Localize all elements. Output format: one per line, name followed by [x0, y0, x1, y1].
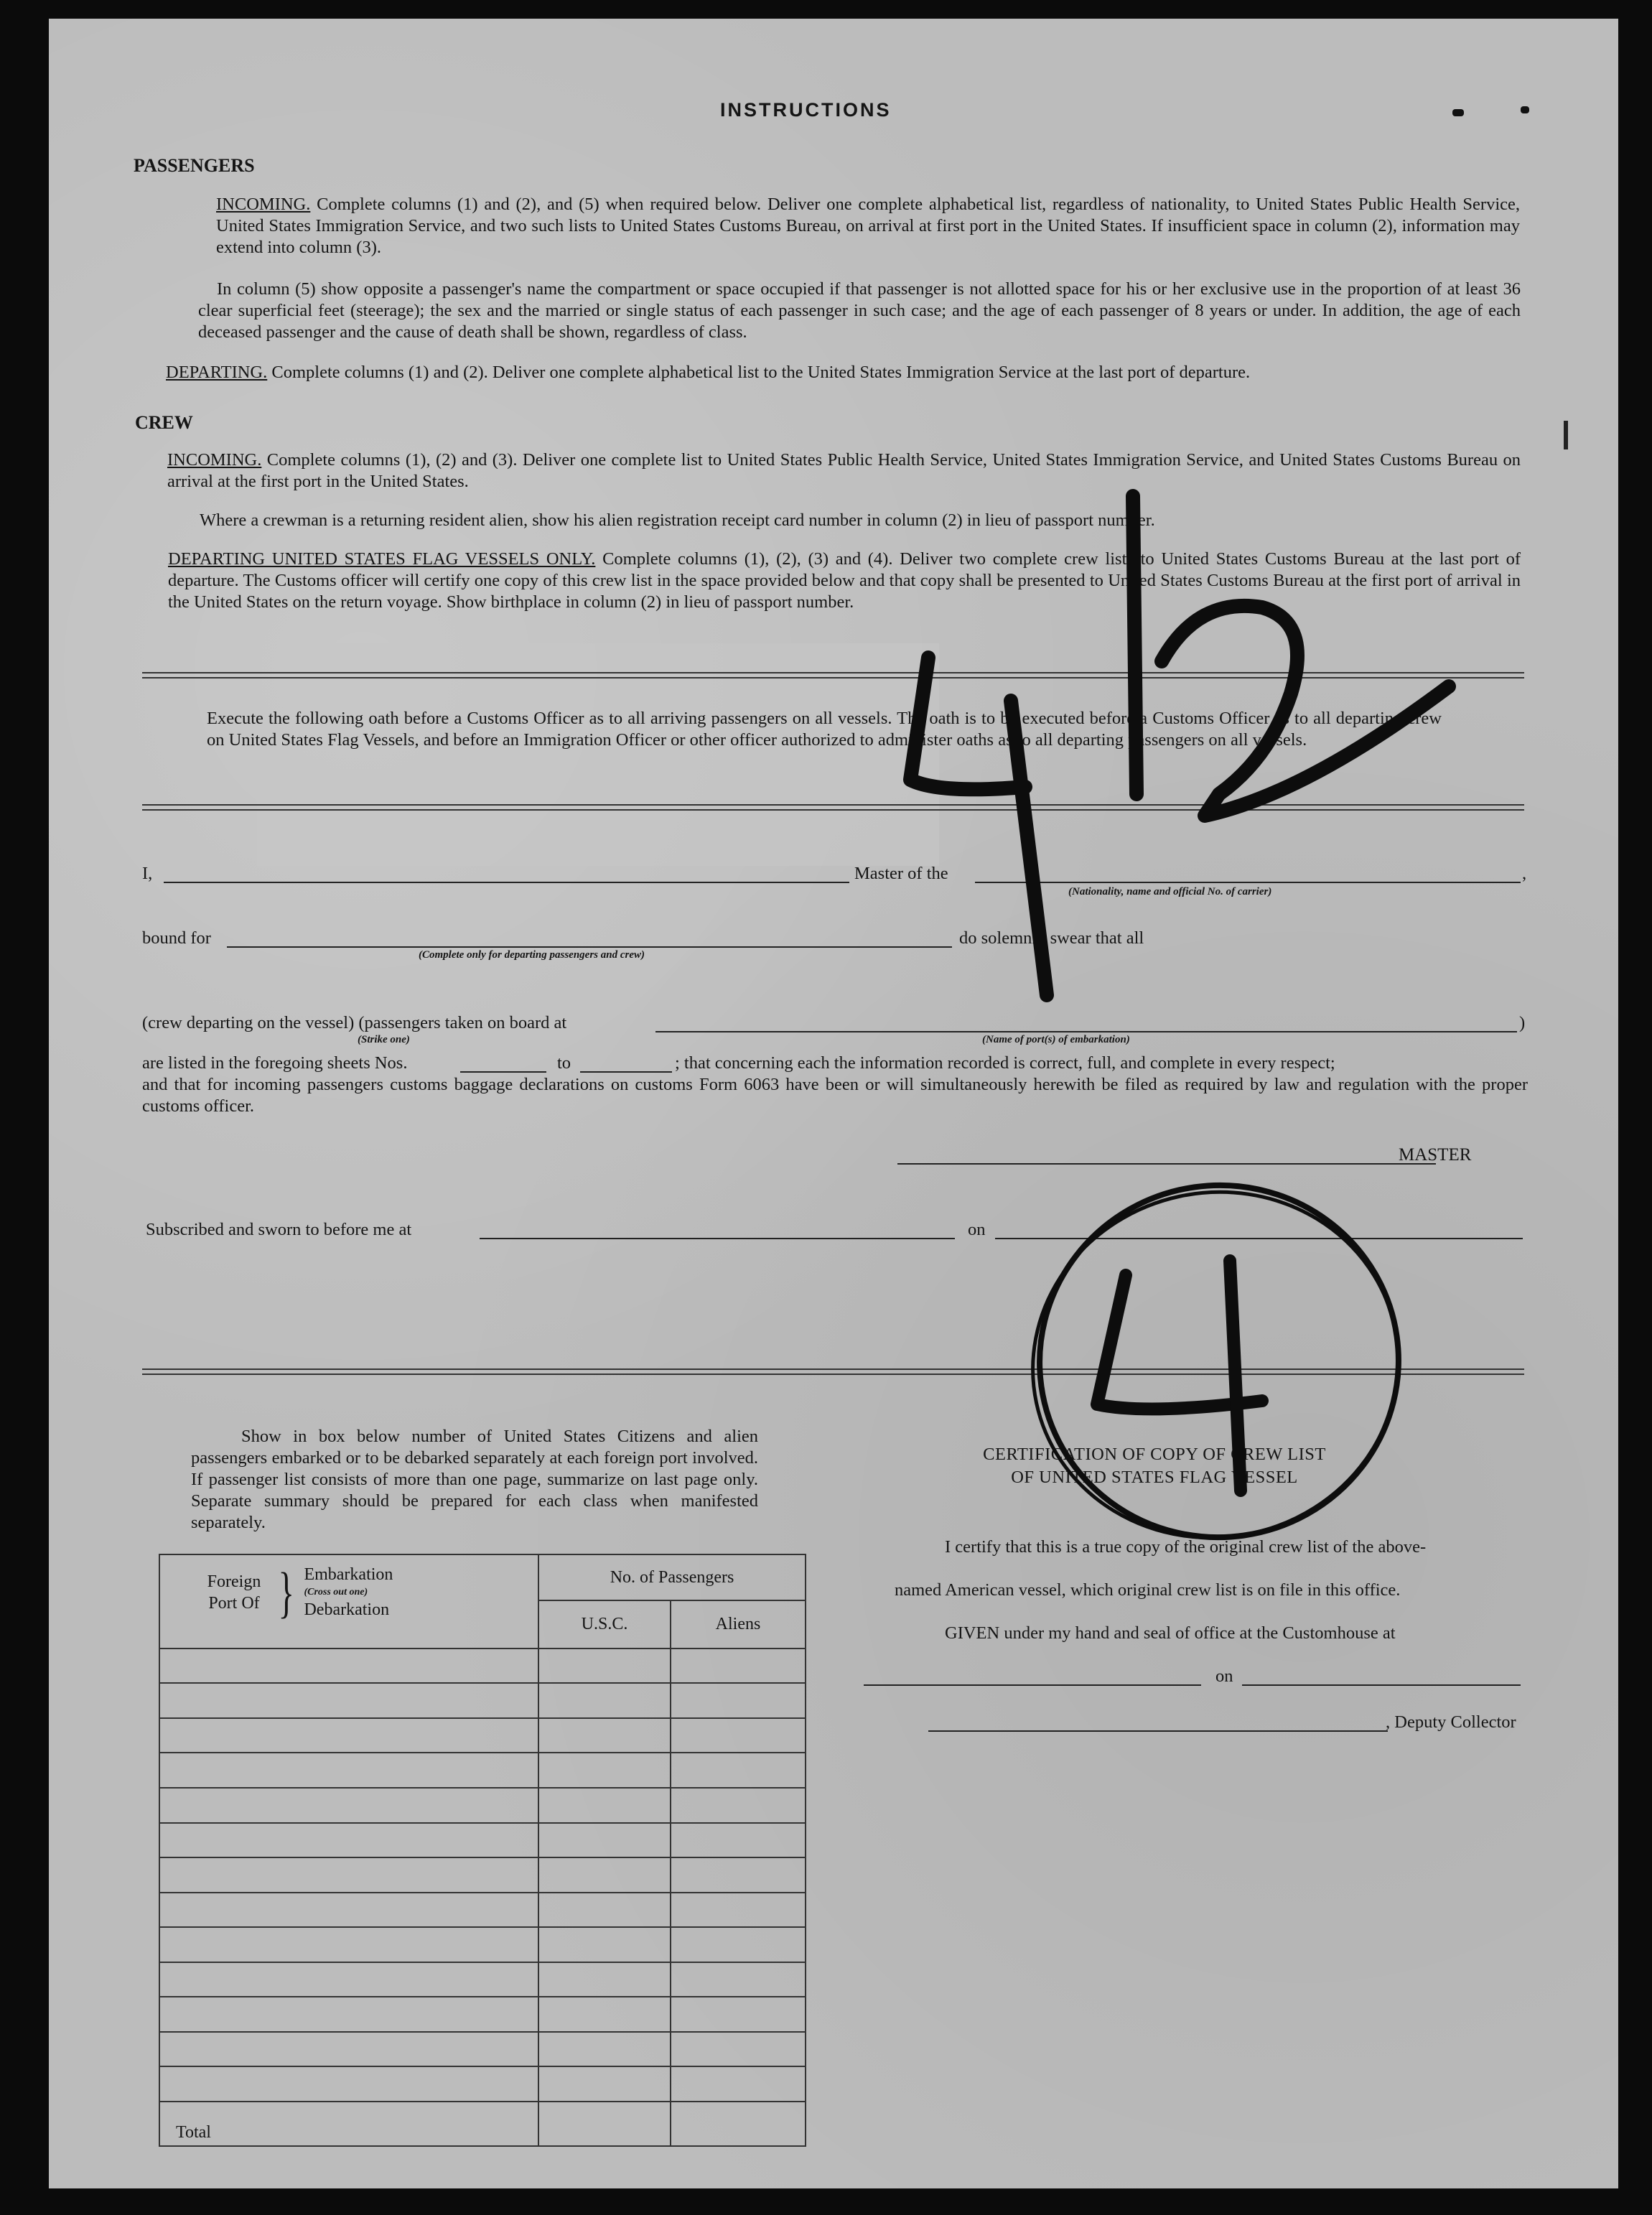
document-page — [49, 19, 1618, 2188]
port-cell[interactable] — [159, 2066, 538, 2102]
aliens-cell[interactable] — [671, 1962, 806, 1997]
sheets-to-label: to — [557, 1053, 571, 1073]
passengers-incoming-label: INCOMING. — [216, 195, 311, 214]
table-row — [159, 1927, 806, 1962]
embarkation-label: Embarkation — [304, 1565, 393, 1584]
port-cell[interactable] — [159, 1823, 538, 1858]
sheet-from-field[interactable] — [460, 1071, 546, 1073]
passengers-departing-label: DEPARTING. — [166, 363, 268, 382]
sheets-statement: ; that concerning each the information recorded is correct, full, and complete in every respect; — [675, 1053, 1335, 1073]
table-row — [159, 1823, 806, 1858]
port-cell[interactable] — [159, 1718, 538, 1753]
usc-cell[interactable] — [538, 1788, 671, 1823]
brace-mark: } — [278, 1561, 294, 1624]
port-cell[interactable] — [159, 1683, 538, 1718]
usc-cell[interactable] — [538, 1753, 671, 1788]
port-cell[interactable] — [159, 1649, 538, 1684]
top-mark-2 — [1521, 106, 1529, 113]
master-of-label: Master of the — [854, 864, 948, 883]
passenger-summary-table — [159, 1554, 805, 2147]
usc-cell[interactable] — [538, 2066, 671, 2102]
certification-given: GIVEN under my hand and seal of office at the Customhouse at — [945, 1623, 1396, 1643]
foreign-port-of-label: Foreign Port Of — [207, 1572, 261, 1613]
passengers-incoming-text: Complete columns (1) and (2), and (5) when required below. Deliver one complete alphabetical list, regardless of nationality, to United States Public Health Service, United States Immigration Service, and two such lists to United States Customs Bureau, on arrival at first port in the United States. If insufficient space in column (2), information may extend into column (3). — [216, 195, 1521, 257]
crew-returning-paragraph: Where a crewman is a returning resident alien, show his alien registration receipt card number in column (2) in lieu of passport number. — [200, 510, 1155, 530]
swear-text: do solemnly swear that all — [959, 928, 1144, 948]
oath-intro: Execute the following oath before a Customs Officer as to all arriving passengers on all vessels. The oath is to be executed before a Customs Officer as to all departing crew on United States Flag Vessels, and before an Immigration Officer or other officer authorized to administer oaths as to all departing passengers on all vessels. — [207, 709, 1442, 750]
port-cell[interactable] — [159, 1893, 538, 1928]
master-name-field[interactable] — [164, 882, 849, 883]
edge-mark — [1564, 421, 1568, 449]
port-cell[interactable] — [159, 1927, 538, 1962]
table-row — [159, 1683, 806, 1718]
usc-cell[interactable] — [538, 2032, 671, 2067]
total-usc-cell[interactable] — [538, 2102, 671, 2146]
certification-title-line2: OF UNITED STATES FLAG VESSEL — [1011, 1467, 1298, 1487]
aliens-cell[interactable] — [671, 1649, 806, 1684]
passengers-departing-paragraph — [166, 362, 1521, 383]
port-cell[interactable] — [159, 1857, 538, 1893]
aliens-cell[interactable] — [671, 2032, 806, 2067]
usc-cell[interactable] — [538, 1927, 671, 1962]
top-mark-1 — [1452, 109, 1464, 116]
table-row — [159, 1857, 806, 1893]
table-row — [159, 1997, 806, 2032]
sheets-label: are listed in the foregoing sheets Nos. — [142, 1053, 408, 1073]
port-cell[interactable] — [159, 1788, 538, 1823]
aliens-cell[interactable] — [671, 1753, 806, 1788]
aliens-cell[interactable] — [671, 1788, 806, 1823]
usc-cell[interactable] — [538, 1649, 671, 1684]
master-signature-field[interactable] — [897, 1163, 1436, 1165]
close-paren: ) — [1519, 1013, 1526, 1032]
handwritten-number-412 — [860, 478, 1506, 1024]
passengers-heading: PASSENGERS — [134, 155, 255, 176]
aliens-cell[interactable] — [671, 1997, 806, 2032]
passengers-departing-text: Complete columns (1) and (2). Deliver one complete alphabetical list to the United States Immigration Service at the last port of departure. — [271, 363, 1251, 382]
crew-heading: CREW — [135, 412, 193, 433]
aliens-header: Aliens — [671, 1600, 806, 1649]
table-row — [159, 1893, 806, 1928]
master-label: MASTER — [1399, 1145, 1472, 1165]
usc-cell[interactable] — [538, 1857, 671, 1893]
bound-for-caption: (Complete only for departing passengers and crew) — [419, 949, 645, 961]
no-passengers-header: No. of Passengers — [538, 1554, 806, 1600]
page-title: INSTRUCTIONS — [720, 99, 892, 121]
comma-mark: , — [1522, 864, 1527, 883]
certification-on-label: on — [1215, 1666, 1233, 1686]
sworn-on-label: on — [968, 1220, 986, 1239]
table-row — [159, 2032, 806, 2067]
embarkation-port-field[interactable] — [655, 1031, 1517, 1032]
port-cell[interactable] — [159, 1997, 538, 2032]
usc-cell[interactable] — [538, 1823, 671, 1858]
table-row — [159, 1753, 806, 1788]
embarkation-caption: (Name of port(s) of embarkation) — [982, 1034, 1130, 1045]
port-cell[interactable] — [159, 2032, 538, 2067]
oath-i-label: I, — [142, 864, 153, 883]
usc-header: U.S.C. — [538, 1600, 671, 1649]
bound-for-label: bound for — [142, 928, 211, 948]
bound-for-field[interactable] — [227, 946, 952, 948]
sworn-location-field[interactable] — [480, 1238, 955, 1239]
table-row — [159, 1718, 806, 1753]
aliens-cell[interactable] — [671, 1857, 806, 1893]
strike-one-caption: (Strike one) — [358, 1034, 410, 1045]
aliens-cell[interactable] — [671, 2066, 806, 2102]
passengers-column5-paragraph: In column (5) show opposite a passenger's name the compartment or space occupied if that passenger is not allotted space for his or her exclusive use in the proportion of at least 36 clear superficial feet (steerage); the sex and the married or single status of each passenger in such case; and the age of each passenger of 8 years or under. In addition, the age of each deceased passenger and the cause of death shall be shown, regardless of class. — [198, 279, 1521, 342]
port-cell[interactable] — [159, 1753, 538, 1788]
total-label: Total — [159, 2102, 538, 2146]
aliens-cell[interactable] — [671, 1823, 806, 1858]
passengers-incoming-paragraph — [216, 194, 1520, 258]
crew-departing-label: DEPARTING UNITED STATES FLAG VESSELS ONLY. — [168, 549, 596, 569]
summary-instructions: Show in box below number of United States Citizens and alien passengers embarked or to be debarked separately at each foreign port involved. If passenger list consists of more than one page, summarize on last page only. Separate summary should be prepared for each class when manifested separately. — [191, 1427, 758, 1532]
total-aliens-cell[interactable] — [671, 2102, 806, 2146]
certification-title-line1: CERTIFICATION OF COPY OF CREW LIST — [983, 1445, 1326, 1464]
usc-cell[interactable] — [538, 1962, 671, 1997]
sheet-to-field[interactable] — [580, 1071, 672, 1073]
debarkation-label: Debarkation — [304, 1600, 390, 1620]
carrier-caption: (Nationality, name and official No. of carrier) — [1068, 886, 1272, 897]
strike-line-text: (crew departing on the vessel) (passengers taken on board at — [142, 1013, 567, 1032]
certification-line-b: named American vessel, which original crew list is on file in this office. — [895, 1580, 1401, 1600]
certification-line-a: I certify that this is a true copy of the original crew list of the above- — [945, 1537, 1427, 1557]
deputy-collector-label: , Deputy Collector — [1386, 1712, 1516, 1732]
crew-incoming-text: Complete columns (1), (2) and (3). Deliver one complete list to United States Public Health Service, United States Immigration Service, and United States Customs Bureau on arrival at the first port in the United States. — [167, 450, 1521, 491]
usc-cell[interactable] — [538, 1893, 671, 1928]
sheets-statement-continued: and that for incoming passengers customs baggage declarations on customs Form 6063 have been or will simultaneously herewith be filed as required by law and regulation with the proper customs officer. — [142, 1075, 1528, 1116]
subscribed-label: Subscribed and sworn to before me at — [146, 1220, 412, 1239]
aliens-cell[interactable] — [671, 1893, 806, 1928]
usc-cell[interactable] — [538, 1997, 671, 2032]
table-row — [159, 1649, 806, 1684]
table-row — [159, 2066, 806, 2102]
table-row — [159, 1788, 806, 1823]
aliens-cell[interactable] — [671, 1683, 806, 1718]
usc-cell[interactable] — [538, 1718, 671, 1753]
aliens-cell[interactable] — [671, 1927, 806, 1962]
deputy-collector-field[interactable] — [928, 1730, 1388, 1732]
port-header-cell — [159, 1554, 538, 1649]
handwritten-circled-number-4 — [982, 1167, 1427, 1562]
certification-date-field[interactable] — [1242, 1684, 1521, 1686]
table-row — [159, 1962, 806, 1997]
customhouse-field[interactable] — [864, 1684, 1201, 1686]
usc-cell[interactable] — [538, 1683, 671, 1718]
crew-incoming-label: INCOMING. — [167, 450, 262, 470]
aliens-cell[interactable] — [671, 1718, 806, 1753]
port-cell[interactable] — [159, 1962, 538, 1997]
crew-departing-text: Complete columns (1), (2), (3) and (4). Deliver two complete crew lists to United States Customs Bureau at the last port of departure. The Customs officer will certify one copy of this crew list in the space provided below and that copy shall be presented to United States Customs Bureau at the first port of arrival in the United States on the return voyage. Show birthplace in column (2) in lieu of passport number. — [168, 549, 1521, 612]
cross-out-caption: (Cross out one) — [304, 1587, 368, 1598]
